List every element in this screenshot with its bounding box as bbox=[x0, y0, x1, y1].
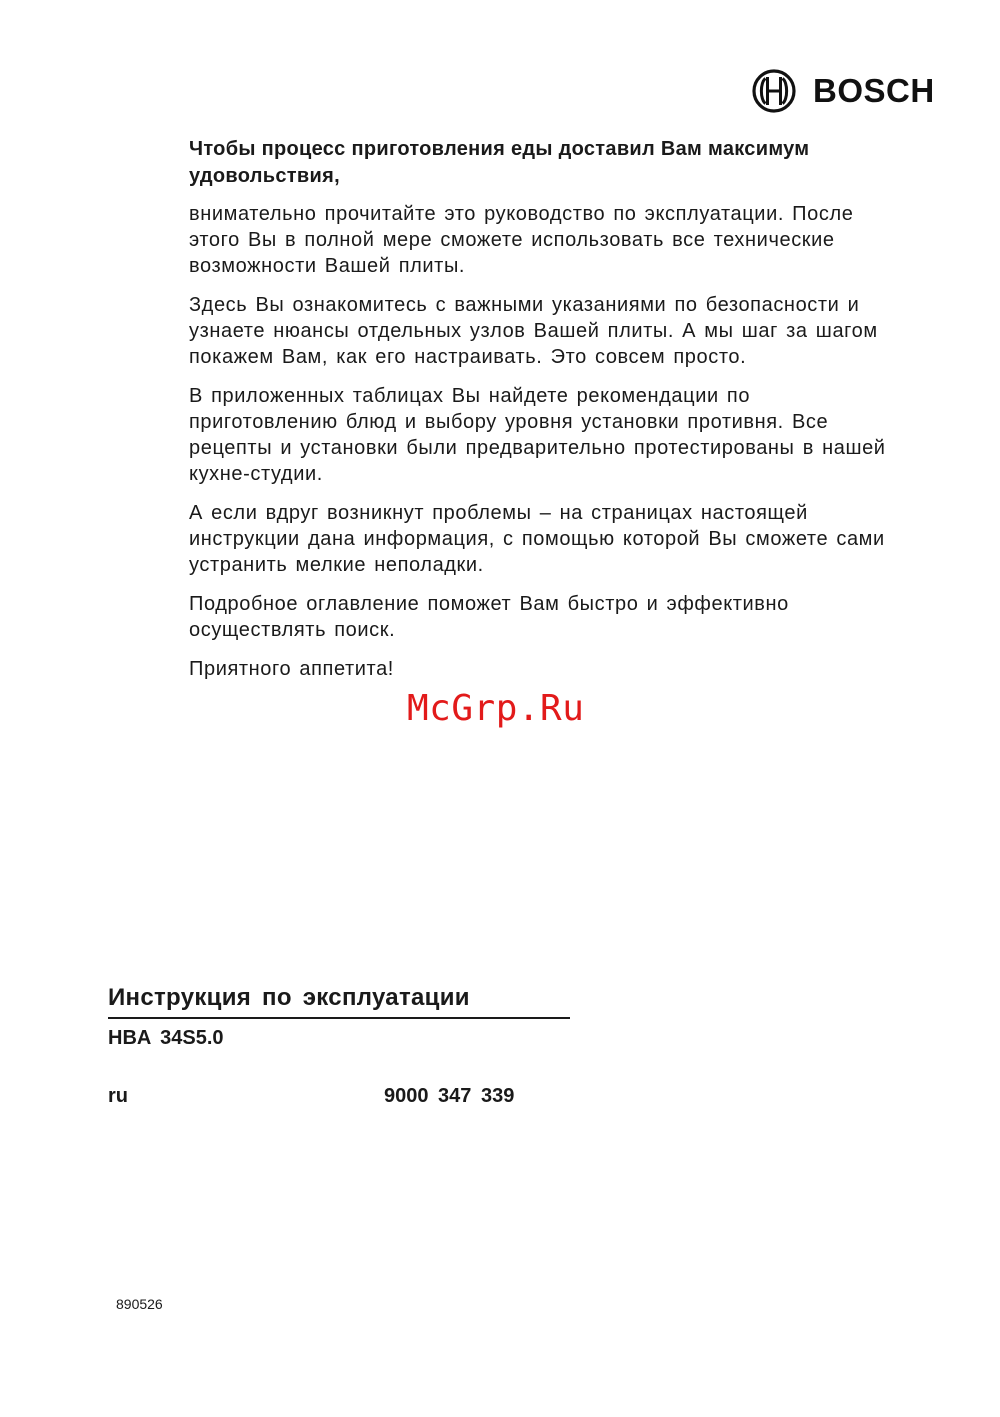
intro-paragraph: А если вдруг возникнут проблемы – на страницах настоящей инструкции дана информация, с помощью которой Вы сможете сами устранить мелкие неполадки. bbox=[189, 502, 885, 576]
intro-paragraph: Подробное оглавление поможет Вам быстро и эффективно осуществлять поиск. bbox=[189, 593, 789, 641]
footer-code: 890526 bbox=[116, 1296, 163, 1312]
intro-headline: Чтобы процесс приготовления еды доставил Вам максимум удовольствия, bbox=[189, 138, 810, 187]
bosch-armature-icon bbox=[752, 69, 796, 113]
language-code: ru bbox=[108, 1085, 128, 1107]
model-number: HBA 34S5.0 bbox=[108, 1027, 224, 1049]
closing-line: Приятного аппетита! bbox=[189, 658, 394, 680]
intro-paragraph: внимательно прочитайте это руководство по эксплуатации. После этого Вы в полной мере сможете использовать все технические возможности Вашей плиты. bbox=[189, 203, 854, 277]
intro-paragraph: Здесь Вы ознакомитесь с важными указаниями по безопасности и узнаете нюансы отдельных узлов Вашей плиты. А мы шаг за шагом покажем Вам, как его настраивать. Это совсем просто. bbox=[189, 294, 878, 368]
intro-section bbox=[189, 136, 889, 695]
brand-name: BOSCH bbox=[813, 72, 935, 109]
bosch-logo bbox=[752, 68, 935, 114]
intro-paragraph: В приложенных таблицах Вы найдете рекомендации по приготовлению блюд и выбору уровня установки противня. Все рецепты и установки были предварительно протестированы в нашей кухне-студии. bbox=[189, 385, 886, 485]
manual-title: Инструкция по эксплуатации bbox=[108, 982, 570, 1019]
watermark: McGrp.Ru bbox=[407, 688, 585, 729]
document-number: 9000 347 339 bbox=[384, 1085, 515, 1107]
